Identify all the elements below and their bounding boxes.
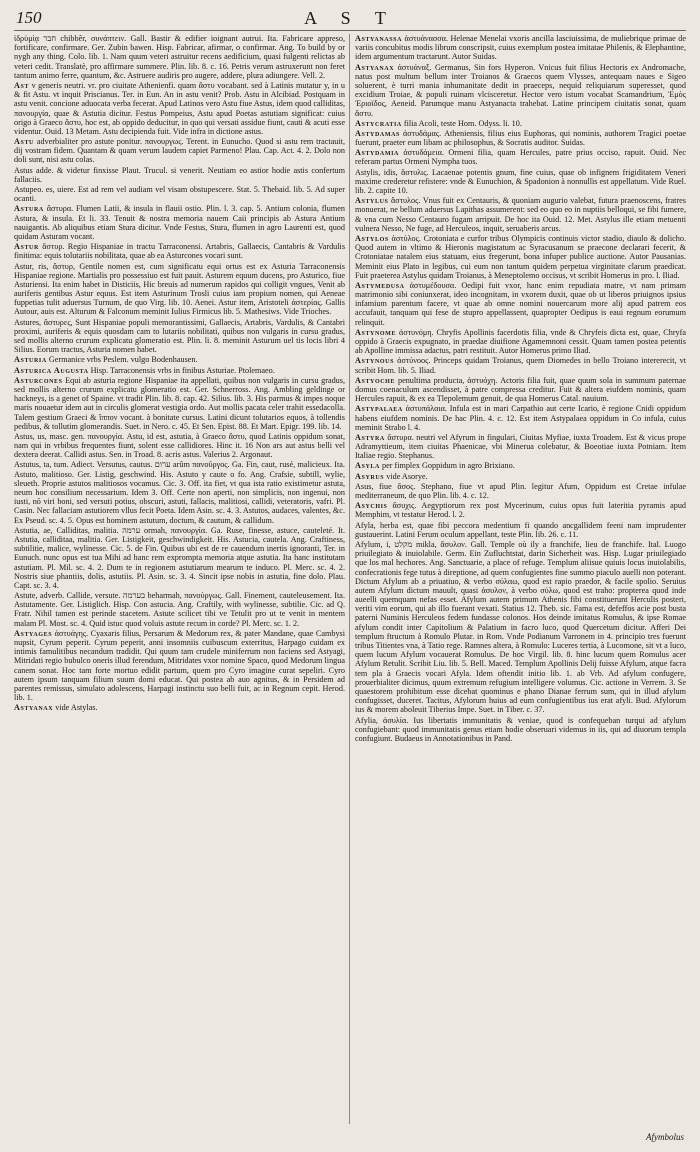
dictionary-entry: [355, 63, 686, 118]
dictionary-entry: [355, 461, 686, 470]
entry-headword: Astyra: [355, 432, 385, 442]
entry-text: ἄστυρα. Flumen Latii, & insula in flauii ostio. Plin. l. 3. cap. 5. Antium colonia, flumen Astura, & insula. Et li. 33. Tenuit & nostra memoria nauem Caii principis ab Astura Antium nauigantis. Ab aliquibus etiam Stura dicitur. Vnde Festus, Stura, flumen in agro Laurenti est, quod quidam Asturam vocant.: [14, 204, 345, 241]
entry-text: Asus, fiue ἄσος. Stephano, fiue vt apud Plin. legitur Afum, Oppidum est Cretae infulae mediterraneum, de quo Plin. lib. 4. c. 12.: [355, 481, 686, 500]
running-head: A S T: [304, 8, 396, 28]
entry-text: Astures, ἄστυρες, Sunt Hispaniae populi memorantissimi, Gallaecis, Artabris, Vardulis, & Cantabri proximi, auriferis & equis quosdam cam to lutariis nobilitati, quibus non vulgaris in cursu gradus, sed mollis alterno crurum explicatu glomeratio est. Plin. li. 8. meminit Asturum uel tis locis libri 4 Silius. Eorum tractus, Asturia nomen habet.: [14, 317, 345, 355]
entry-text: penultima producta, ἀστυόχη. Actoris filia fuit, quae quum sola in summum paternae domus coenaculum ascendisset, à patre compressa creditur. Fuit & altera eiufdem nominis, quam Hercules rapuit, & ex ea Tlepolemum genuit, de qua Homerus Catal. nauium.: [355, 375, 686, 404]
dictionary-entry: [14, 526, 345, 590]
entry-text: adverbialiter pro astute ponitur. πανουργως. Terent. in Eunucho. Quod si astu rem tractauit, dij vostram fidem. Quantam & quam verum laudem capiet Parmeno! Plau. Cap. Act. 4. 2. Dolo non doli sunt, nisi astu colas.: [14, 137, 345, 165]
dictionary-entry: [355, 404, 686, 432]
entry-headword: Astur: [14, 242, 39, 252]
entry-headword: Astyanassa: [355, 34, 403, 43]
entry-text: Astus adde. & videtur finxisse Plaut. Trucul. si venerit. Neutiam eo astior hodie astis confertum fallaciis.: [14, 165, 345, 184]
dictionary-entry: [355, 328, 686, 356]
dictionary-entry: [14, 460, 345, 524]
entry-text: Astur, ris, ἄστυρ, Gentile nomen est, cum significatu equi ortus est ex Asturia Tarraconensis Hispaniae regione. Martialis pro possessiuo est fuit pauit. Asturem equum ducens, pro Asturico, fiue Asturiensi. Ita enim habet in Disticiis, Hic breuis ad numerum rapidos qui colligit vngues, Venit ab auriferis gentibus Astur equus. Est item Asturinum Trosli cuius iam propium nomen, qui Aeneae fuppetias tulit aduersus Turnum, de quo Virg. lib. 10. Aenei. Astur item, Aristoteli ἀστερίας. Gallis Autour, auis est. Alturum & Falconum meminit Iulius Firmicus lib. 5. Mathesiws. Vide Trioches.: [14, 261, 345, 317]
dictionary-entry: [14, 137, 345, 165]
entry-headword: Astyoche: [355, 375, 396, 385]
dictionary-entry: [355, 34, 686, 62]
entry-text: ἀστυδάμας. Atheniensis, filius eius Euphoras, qui nominis, authorem Tragici poetae fuerunt, praeter eum libam ac philosophus, & Socratis auditor. Suidas.: [355, 128, 686, 148]
entry-headword: Astyanax: [14, 703, 54, 713]
entry-text: ἀστυάνασσα. Helenae Menelai vxoris ancilla lasciuissima, de muliebrique primae de variis concubitus modis librum conscripsit, cuius exemplum postea imitatae Philenis, & Elephantine, idem argumentum tractarunt. Autor Suidas.: [355, 34, 686, 62]
entry-headword: Astyanax: [355, 62, 395, 72]
entry-headword: Asturcones: [14, 375, 63, 385]
entry-headword: Asturica Augusta: [14, 365, 89, 375]
entry-headword: Asyla: [355, 461, 380, 471]
text-columns: [14, 34, 686, 1124]
dictionary-entry: [355, 168, 686, 196]
left-column: [14, 34, 345, 1124]
dictionary-entry: [14, 81, 345, 136]
entry-text: Astute, adverb. Callide, versute. בערמה beharmah, πανούργως. Gall. Finement, cauteleusement. Ita. Astutamente. Ger. Listiglich. Hisp. Con astucia. Ang. Craftily, with wylinesse, subtilie. Cic. ad Q. Fratr. Nihil tamen est perinde stacetem. Astute scilicet tibi ve Tetulit pro ut te venit in mentem malam Pl. Most. sc. 4. Quid istuc quod voluis astute recum in corde? Pl. Merc. sc. 1. 2.: [14, 591, 345, 628]
dictionary-entry: [355, 433, 686, 461]
entry-text: vide Astylas.: [55, 703, 98, 713]
catchword: Afymbolus: [646, 1132, 684, 1142]
entry-text: Astupeo. es, uiere. Est ad rem vel audiam vel visam obstupescere. Stat. 5. Thebaid. lib. 5. Ad super ocanti.: [14, 185, 345, 204]
entry-headword: Astylus: [355, 196, 389, 206]
dictionary-entry: [355, 119, 686, 128]
dictionary-entry: [14, 703, 345, 712]
entry-text: ἀστύλος. Crotoniata e curfor tribus Olympicis continuis victor stadio, diaulo & dolicho. Quod autem in vltimo & Hieronis magistatum ac Syracusanum se praecone declarari fecerit, & Crotoniatae natalem eius statuam, eius fregerunt, bona infuper publice auctione. Autor Pausanias. Meminit eius Plato in legibus, cui eum non tantum quidem perpetua virginitate clarum praedicat. Fuit praeterea Astylus quidam Troianus, à Meneptolemo occisus, vt scribit Homerus in pro. l. Iliad.: [355, 233, 686, 280]
entry-text: ἱδρὺμὶᾳ חבר chibbêr, συνάπτειν. Gall. Bastir & edifier ioignant autrui. Ita. Fabricare appreso, fortificare, confirmare. Ger. Zubin bawen. Hisp. Fabricar, afirmar, o confirmar. Ang. To build by or nygh any thing. Colo. lib. 1. Nam quum veteri astruitur recens aedificium, quasi fulgenti relictas ab veteri cedit. Translatè, pro affirmare summere. Plin. lib. 8. c. 16. Petris verum astruxerunt non feret tantum animo ferre, quantum, &c. Astruere audiris pro augere, addere, plura adiungere. Vell. 2.: [14, 34, 345, 80]
entry-text: ἄστυρ. Regio Hispaniae in tractu Tarraconensi. Artabris, Gallaecis, Cantabris & Vardulis finitima: equis tolutariis nobilitata, quae ab ea Asturcones vocari sunt.: [14, 242, 345, 261]
entry-headword: Astydamia: [355, 148, 399, 158]
entry-headword: Astu: [14, 137, 34, 147]
entry-headword: Astyages: [14, 628, 53, 638]
entry-text: per fimplex Goppidum in agro Brixiano.: [381, 461, 515, 471]
dictionary-entry: [355, 234, 686, 280]
dictionary-entry: [14, 204, 345, 241]
page-number: 150: [16, 8, 42, 27]
entry-text: ἀστυνόμη. Chryfis Apollinis facerdotis filia, vnde & Chryfeis dicta est, quae, Chryfa oppido à Graecis expugnato, in praedae diuifione Agamemnoni cessit. Quam tamen postea petentis ab Apolline immissa adactus, patri restituit. Autor Homerus primo Iliad.: [355, 327, 686, 356]
dictionary-entry: [355, 521, 686, 539]
dictionary-entry: [14, 629, 345, 703]
dictionary-entry: [355, 376, 686, 404]
entry-text: ἀστυδάμεια. Ormeni filia, quam Hercules, patre prius occiso, rapuit. Ouid. Nec referam partus Ormeni Nympha tuos.: [355, 148, 686, 167]
entry-headword: Asturia: [14, 355, 47, 365]
entry-text: filia Acoli, teste Hom. Odyss. li. 10.: [403, 118, 522, 128]
dictionary-entry: [14, 432, 345, 460]
entry-text: Astutia, ae, Calliditas, malitia. ערמה ormah, πανουργία. Ga. Ruse, finesse, astuce, cauteleté. It. Astutia, calliditaa, malitia. Ger. Listigkeit, geschwindigkeit. His. Astucia, cautela. Ang. Craftiness, subtilitie, malice, wylinesse. Cic. 5. de Fin. Quibus ubi est de re cauendum inertis ignoranti, Ter. in Eunuch. nunc opus est tua Mihi ad hanc rem exprompta memoria atque astutia. Ita hanc institutam astutiam. Pl. Mil. sc. 4. 2. Dum te in regionem astutiarum mearum te induco. Pl. Merc. sc. 4. 2. Nostris siue phantiis, dolis, astutiis. Pl. Asin. sc. 3. 4. Sincit ipse nobis in astutia, fine dolo. Plau. Capt. sc. 3. 4.: [14, 525, 345, 590]
entry-text: Astutus, ta, tum. Adiect. Versutus, cautus. ערום arûm πανοῦργος. Ga. Fin, caut, rusé, malicieux. Ita. Astuto, malitioso. Ger. Listig, geschwind. His. Astuto y caute o fo. Ang. Crafsie, subtill, wylie, sleueth. Proprie astutos malitiosos vocamus. Cic. 3. Off. ita fiet, vt qua ista ratio existimetur astuta, neum hoc consilium necessarium. Idem 3. Off. Certe non aperti, non simplicis, non ingenui, non iusti, nō viri boni, sed versuti potius, obscuri, astuti, fallacis, malitiosi, callidi, veteratoris, vafri. Pl. Casin. Nec fallaciam astutiorem vllus fecit Poeta. Idem Asin. sc. 4. 3. Astutos, audaces, valentes, &c. Ex Pseud. sc. 4. 5. Opus est hominem astutum, doctum, & cautum, & callidum.: [14, 460, 345, 525]
entry-text: Astylis, idis, ἄστυλις. Lacaenae potentis gnum, fine cuius, quae ob infignem frigiditatem Veneri maxime crederetur refistere: vnde & Eunuchion, & Spadonion à nonnullis est appellatum. Vide Ruel. lib. 2. capite 10.: [355, 167, 686, 195]
entry-headword: Astylos: [355, 233, 389, 243]
dictionary-entry: [355, 716, 686, 744]
entry-text: Astus, us, masc. gen. πανουργία. Astu, id est, astutia, à Graeco ἄστυ, quod Latinis oppidum sonat, nam qui in vrbibus frequentes fiunt, solent esse callidiores. Hinc it. 16 Non ars aut astus belli vel dextera deerat. Callidi astus. Sen. in Troad. 8. acris astus. Valerius 2. Argonaut.: [14, 431, 345, 460]
dictionary-entry: [355, 129, 686, 147]
dictionary-entry: [355, 281, 686, 327]
entry-text: ἀστυάγης. Cyaxaris filius, Persarum & Medorum rex, & pater Mandane, quae Cambysi nupsit, Cyrum peperit. Cyrum peperit, anni insomniis cuibuscum exterritus, Harpago cuidam ex intimis famulitibus necandum tradidit. Qui quum tam crudele miniferrum non faciens sed Astyagi, Mitridati regio bubulco oneris illud ferendum, Mitridates vxor nomine Spaco, quod Medorum lingua canem sonat. Hoc tam forte mortuo edidit partum, quem pro Cyro imagine curat sepeliri. Cyro autem ipsum tanquam filium suum domi educat. Qui postea ab auo agnitus, & in Persidem ad parentes remissus, simulato adolescens, Harpagi instinctu suo belli fuit, ac in Regnum cepit. Herod. lib. 1.: [14, 628, 345, 703]
entry-headword: Ast: [14, 80, 30, 90]
entry-headword: Asyrus: [355, 471, 385, 481]
entry-headword: Astydamas: [355, 128, 400, 138]
entry-text: Afylia, ἀσυλία. Ius libertatis immunitatis & veniae, quod is confequeban turqui ad afylum confugiebant: quod immunitatis genus etiam hodie obseruari videmus in iis, qui ad diuorum templa confugiunt. Budaeus in Annotationibus in Pand.: [355, 715, 686, 743]
dictionary-entry: [14, 242, 345, 260]
entry-text: vide Asorye.: [386, 471, 428, 481]
right-column: [355, 34, 686, 1124]
dictionary-entry: [14, 318, 345, 355]
dictionary-entry: [14, 34, 345, 80]
entry-text: Hisp. Tarraconensis vrbs in finibus Asturiae. Ptolemaeo.: [90, 365, 275, 375]
entry-headword: Astycratia: [355, 118, 402, 128]
column-divider: [349, 34, 350, 1124]
dictionary-entry: [355, 196, 686, 233]
dictionary-entry: [14, 355, 345, 364]
entry-text: ἀστυάναξ. Germanus, Sin fors Hyperon. Vnicus fuit filius Hectoris ex Andromache, natus post multum bellum inter Troianos & Graecos quem Vlysses, antequam naues e Sigeo soluerent, è turri mania inhumanitate dedit in praeceps, nequid reliquiarum superesset, quod excidium Troiae, & populi ruinam vlcisceretur. Hector vero istum vocabat Scamandrium, Ἐμὸς Ἐριοϊδος, Aeneid. Parumque manu Astyanacta trahebat. Latine principem ciuitatis sonat, quam ἄστυ.: [355, 62, 686, 118]
entry-text: Afylum, i, מקלט mikla, ἄσυλον. Gall. Temple où ily a franchife, lieu de franchife. Ital. Luogo priuilegiato & inuiolabile. Germ. Ein Zufluchtstat, darin Sicherheit was. Hisp. Lugar priuilegiado que los mal hechores. Ang. Sanctuarie, a place of refuge. Templum aliisue quiuis locus inuiolabilis, confecrationis fege tutus à direptione, ad quem confugientes fine summo piaculo auelli non poterant. Dictum Afylum ab a priuatiuo, & verbo σύλαω, quod est rapio praedor, & facile spolio. Seruius autem Afylum dictum mauult, quasi ἀσυλον, à verbo σύλω, quod est traho: propterea quod inde aueelli quemquam nefas esset. Afylum autem primum Athenis fibi constituerunt Herculis posteri, veriti vim eorum, qui ab illo fuerant vexati. Statius 12. Theb. sic. Fama est, defeffos acie post busta paterni Numinis Herculeos fedem fundasse colonos. Hos deinde imitatus Romulus, & ipse Romae afylum condit inter Capitolium & Palatium in facro luco, quod Quercetum dicitur. Afferi Dei templum ftructum à Romulo Plutar. in Rom. Vnde Podianum Varronem in 4. principio tres fuerunt tribus Titientes vna, à Tatio rege. Ramnes altera, à Romulo: Luceres tertia, à Lucomone, sit vt a luco, quem lucum Afylum vocauerat Romulus. De hoc Virgil. lib. 8. hinc lucum quem Romulus acer Afylum Retulit. Scribit Liu. lib. 5. Bell. Maced. Templum Apollinis Delij fuisse Afylum, atque facra tem pla à Graecis vocari Afyla. Idem oftendit initio lib. 1. ab Vrb. Ad afylum confugere, prouerbialiter dicimus, quum extremum refugium intelligere volumus. Cic. actione in Verrem. 3. Se quaestorem prohibitum esse dicebat quominus e phano Dianae ferrum sum, qui in illud afylum confugisset, duceret. Tacitus, Afylorum huius ad eum confugientibus ius erat afyli. Bud. Afylorum ius & morem aboleuit Tiberius Impe. Suet. in Tiber. c. 37.: [355, 539, 686, 715]
entry-text: ἀστυπάλαια. Infula est in mari Carpathio aut certe Icario, è regione Cnidi oppidum habens eiufdem nominis. De hac Plin. 4. c. 12. Est item Astypalaea oppidum in Co infula, cuius meminit Strabo l. 4.: [355, 404, 686, 432]
dictionary-entry: [14, 185, 345, 203]
entry-text: ἄστυρα. neutri vel Afyrum in fingulari, Ciuitas Myfiae, iuxta Troadem. Est & vicus prope Adramyttieum, item ciuitas Phaenicae, vbi Minerua colebatur, & Boeotiae iuxta Potniam. Item Italiae regio. Stephanus.: [355, 432, 686, 461]
dictionary-entry: [355, 148, 686, 166]
entry-headword: Astura: [14, 204, 44, 214]
dictionary-entry: [14, 262, 345, 317]
dictionary-entry: [14, 366, 345, 375]
entry-text: ἄσυχις. Aegyptiorum rex post Mycerinum, cuius opus fuit lateritia pyramis apud Memphim, vt testatur Herod. l. 2.: [355, 501, 686, 520]
entry-text: ἀστύνοος. Princeps quidam Troianus, quem Diomedes in bello Troiano intererecit, vt scribit Hom. lib. 5. Iliad.: [355, 356, 686, 375]
dictionary-entry: [14, 591, 345, 628]
dictionary-entry: [355, 356, 686, 374]
entry-headword: Astynous: [355, 356, 395, 366]
entry-text: ἄστυλος. Vnus fuit ex Centauris, & quoniam augurio valebat, futura praenoscens, fratres monuerat, ne bellum aduersus Lapithas assumerent: sed eo quo eo in nuptiis belloqui, se fibi fumere, & vna cum Nesso Centauro fugam arripuit. De hoc ita Ouid. 12. Met. Astylus ille etiam metuenti vulnera Nesso, Ne fuge, ad Herculeos, inquit, seruaberis arcus.: [355, 196, 686, 233]
entry-text: Germanice vrbs Peslem. vulgo Bodenhausen.: [48, 355, 198, 365]
dictionary-entry: [14, 166, 345, 184]
entry-headword: Astymedusa: [355, 280, 405, 290]
dictionary-entry: [355, 472, 686, 481]
entry-text: Equi ab asturia regione Hispaniae ita appellati, quibus non vulgaris in cursu gradus, sed mollis alterno crurum explicatu glomeratio est. Ger. Schnerross. Ang. Ambling geldinge or hackneys, is a genet of Spaine. vt tradit Plin. lib. 8. cap. 42. Silius. lib. 3. His parmus & impes noque maris nouaetur idem aut in circulis glomerat vestigia ordo. Aut mollis pacata celer trahit essedacolla. Talem gestium Graeci & ἵππον vocant. à bonitate cursus. Latini dicunt tolutarios equos, à tollendis pedibus, & tollutim glomerandis. Suet. in Nero. c. 45. Et Sen. Epist. 88. Et Mart. Epigr. 199. lib. 14.: [14, 375, 345, 431]
entry-headword: Astypalaea: [355, 404, 403, 414]
entry-text: Afyla, herba est, quae fibi peccora medentium fi quando ancgallidem feeni nam imprudenter gustauerint. Latini Ferum oculum appellant, teste Plin. lib. 26. c. 11.: [355, 520, 686, 539]
entry-headword: Asychis: [355, 501, 388, 511]
entry-text: v generis neutri. vr. pro ciuitate Athenienfi. quam ἄστυ vocabant. sed à Latinis mutatur y, in u & fit Astu. vt inquit Priscianus. Ter. in Eun. An in astu venit? Prob. Astu in Alcibiad. Postquam in astu venit. concione aduocata verba fecerat. Apud Latinos vero Astu fiue Astus, idem quod calliditas, πανουργία, quae & Astutia dicitur. Festus Pompeius, Astu apud Poetas astutiam significat: cuius origo à Graeco ἄστυ, hoc est, ab oppido deducitur, in quo qui versati assidue fiunt, cauti & acuti esse videntur. Ouid. 13 Metam. Astu decipienda fuit. Vide infra in dictione astus.: [14, 80, 345, 136]
entry-text: ἀστυμέδουσα. Oedipi fuit vxor, hanc enim repudiata matre, vt nam primam matrimonio sibi coniunxerat, ideo incognitam, in vxorem duxit, quae ob ut liberos priuignos ipsius infamium parentum facere, vt quae ab omne nomini nouercarum more alij apud patrem eos accufauit, tanquam qui fese de stupro appellassent, quapropter Oedipus is eaui regnum eorumum relinquit.: [355, 280, 686, 327]
dictionary-entry: [355, 482, 686, 500]
dictionary-entry: [355, 501, 686, 519]
dictionary-entry: [14, 376, 345, 431]
page-header: [14, 8, 686, 31]
entry-headword: Astynome: [355, 327, 397, 337]
dictionary-entry: [355, 540, 686, 715]
